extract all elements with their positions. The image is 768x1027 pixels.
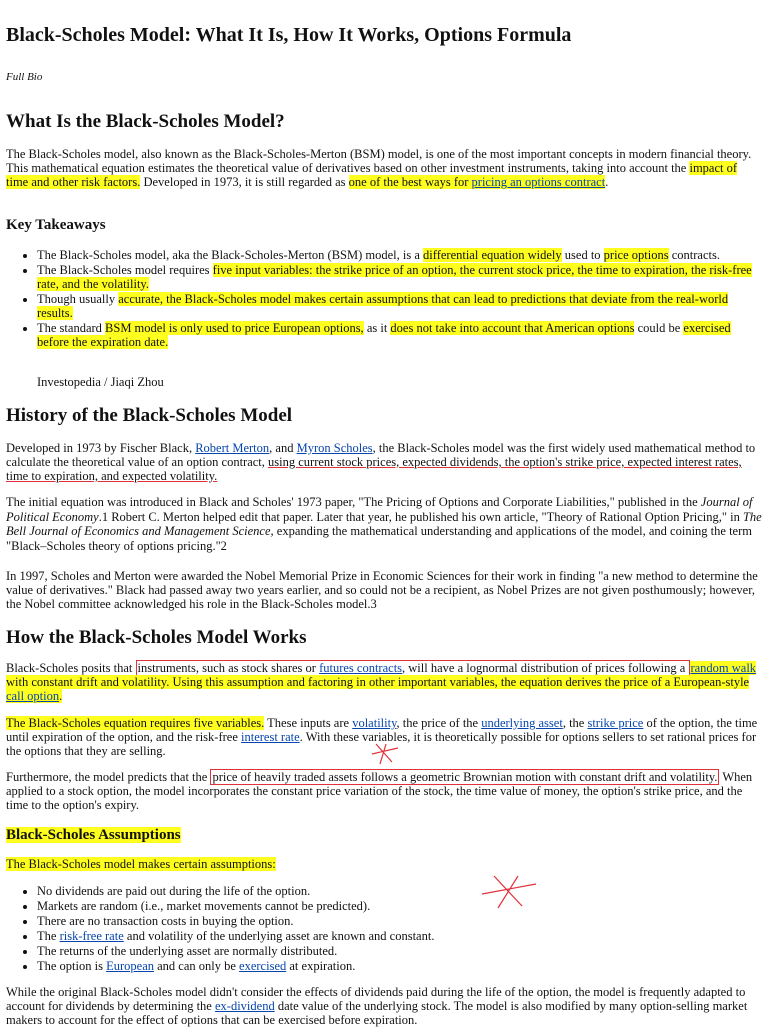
highlight: The Black-Scholes equation requires five variables. — [6, 716, 265, 730]
works-paragraph-3 — [6, 770, 762, 812]
text: The Black-Scholes model requires — [37, 263, 213, 277]
list-item: • Markets are random (i.e., market movements cannot be predicted). — [37, 899, 762, 913]
key-takeaways-heading: Key Takeaways — [6, 217, 106, 233]
text: The initial equation was introduced in Black and Scholes' 1973 paper, "The Pricing of Options and Corporate Liabilities," published in the — [6, 495, 701, 509]
text: . — [605, 175, 609, 189]
link-risk-free-rate[interactable]: risk-free rate — [59, 929, 124, 943]
image-credit: Investopedia / Jiaqi Zhou — [37, 375, 164, 389]
red-asterisk-annotation — [370, 742, 400, 766]
link-robert-merton[interactable]: Robert Merton — [195, 441, 270, 455]
list-item: • There are no transaction costs in buying the option. — [37, 914, 762, 928]
history-paragraph-2 — [6, 495, 762, 553]
link-exercised[interactable]: exercised — [239, 959, 287, 973]
highlight: exercised before the expiration date. — [37, 321, 731, 349]
text: at expiration. — [286, 959, 356, 973]
text: The — [37, 929, 60, 943]
highlight: Black-Scholes Assumptions — [6, 827, 181, 843]
link-pricing-options-contract[interactable]: pricing an options contract — [471, 175, 606, 189]
text: . — [59, 689, 63, 703]
link-european[interactable]: European — [106, 959, 154, 973]
link-futures-contracts[interactable]: futures contracts — [319, 661, 403, 675]
text: instruments, such as stock shares or — [137, 661, 320, 675]
link-ex-dividend[interactable]: ex-dividend — [214, 999, 275, 1013]
highlight: differential equation widely — [423, 248, 562, 262]
text: The standard — [37, 321, 106, 335]
red-boxed-text — [136, 660, 691, 676]
text: Furthermore, the model predicts that the — [6, 770, 211, 784]
text: Developed in 1973, it is still regarded as — [140, 175, 349, 189]
list-item: • No dividends are paid out during the life of the option. — [37, 884, 762, 898]
text: , will have a lognormal distribution of prices following a — [402, 661, 689, 675]
assumptions-intro — [6, 857, 762, 871]
section-heading-how-it-works: How the Black-Scholes Model Works — [6, 627, 307, 648]
key-takeaways-list — [6, 248, 762, 350]
text: , the — [562, 716, 588, 730]
text: as it — [363, 321, 391, 335]
list-item: • The returns of the underlying asset are normally distributed. — [37, 944, 762, 958]
text: of the option, the time until expiration of the option, and the risk-free — [6, 716, 758, 744]
highlight — [348, 175, 609, 189]
text: could be — [634, 321, 684, 335]
text: The Black-Scholes model, aka the Black-Scholes-Merton (BSM) model, is a — [37, 248, 424, 262]
text: .1 Robert C. Merton helped edit that paper. Later that year, he published his own article, "Theory of Rational Option Pricing," in — [98, 509, 743, 524]
text: Black-Scholes posits that — [6, 661, 136, 675]
link-volatility[interactable]: volatility — [352, 716, 397, 730]
journal-title: Journal of Political Economy — [6, 495, 753, 524]
asterisk-strokes — [372, 744, 398, 764]
text: Though usually — [37, 292, 119, 306]
text: While the original Black-Scholes model didn't consider the effects of dividends paid during the life of the option, the model is frequently adapted to account for dividends by determining the — [6, 985, 746, 1013]
text: Developed in 1973 by Fischer Black, — [6, 441, 196, 455]
text: These inputs are — [264, 716, 353, 730]
text: used to — [561, 248, 604, 262]
section-heading-what-is: What Is the Black-Scholes Model? — [6, 111, 285, 132]
text: The Black-Scholes model, also known as the Black-Scholes-Merton (BSM) model, is one of the most important concepts in modern financial theory. This mathematical equation estimates the theoretical value of derivatives based on other investment instruments, taking into account the — [6, 147, 752, 175]
text: and volatility of the underlying asset are known and constant. — [123, 929, 435, 943]
link-underlying-asset[interactable]: underlying asset — [481, 716, 563, 730]
link-myron-scholes[interactable]: Myron Scholes — [296, 441, 373, 455]
highlight: The Black-Scholes model makes certain assumptions: — [6, 857, 276, 871]
text: date value of the underlying stock. The model is also modified by many option-selling market makers to account for the effect of options that can be exercised before expiration. — [6, 999, 748, 1027]
list-item — [37, 263, 762, 291]
link-interest-rate[interactable]: interest rate — [241, 730, 300, 744]
text: with constant drift and volatility. Using this assumption and factoring in other important variables, the equation derives the price of a European-style — [6, 675, 750, 689]
full-bio-link[interactable]: Full Bio — [6, 71, 43, 83]
red-boxed-text: price of heavily traded assets follows a geometric Brownian motion with constant drift and volatility. — [212, 770, 718, 784]
history-paragraph-1 — [6, 441, 762, 483]
text: , the price of the — [396, 716, 482, 730]
red-asterisk-annotation — [480, 874, 540, 910]
journal-title: The Bell Journal of Economics and Management Science, — [6, 509, 762, 538]
assumptions-heading — [6, 827, 181, 844]
highlight: BSM model is only used to price European options, — [105, 321, 364, 335]
works-paragraph-1 — [6, 661, 762, 703]
list-item — [37, 959, 762, 973]
page-title: Black-Scholes Model: What It Is, How It Works, Options Formula — [6, 24, 572, 46]
highlight: does not take into account that American options — [390, 321, 635, 335]
assumptions-paragraph — [6, 985, 762, 1027]
text: one of the best ways for — [348, 175, 472, 189]
text: . With these variables, it is theoretically possible for options sellers to set rational prices for the options that they are selling. — [6, 730, 757, 758]
list-item — [37, 292, 762, 320]
list-item — [37, 248, 762, 262]
section-heading-history: History of the Black-Scholes Model — [6, 405, 293, 426]
list-item — [37, 929, 762, 943]
text: When applied to a stock option, the model incorporates the constant price variation of the stock, the time value of money, the option's strike price, and the time to the option's expiry. — [6, 770, 753, 812]
link-call-option[interactable]: call option — [6, 689, 60, 703]
text: expanding the mathematical understanding and applications of the model, and coining the term "Black–Scholes theory of options pricing."2 — [6, 524, 752, 553]
link-random-walk[interactable]: random walk — [690, 661, 757, 675]
text: contracts. — [668, 248, 720, 262]
highlight: five input variables: the strike price of an option, the current stock price, the time to expiration, the risk-free rate, and the volatility. — [37, 263, 752, 291]
red-underlined-text: using current stock prices, expected dividends, the option's strike price, expected interest rates, time to expiration, and expected volatility. — [6, 455, 742, 483]
text: The option is — [37, 959, 107, 973]
text: , and — [269, 441, 297, 455]
text: and can only be — [154, 959, 240, 973]
highlight: impact of time and other risk factors. — [6, 161, 738, 189]
intro-paragraph — [6, 147, 762, 189]
asterisk-strokes — [482, 876, 536, 908]
text: , the Black-Scholes model was the first widely used mathematical method to calculate the theoretical value of an option contract, — [6, 441, 756, 469]
history-paragraph-3: In 1997, Scholes and Merton were awarded the Nobel Memorial Prize in Economic Sciences for their work in finding "a new method to determine the value of derivatives." Black had passed away two years earlier, and so could not be a recipient, as Nobel Prizes are not given posthumously; however, the Nobel committee acknowledged his role in the Black-Scholes model.3 — [6, 569, 758, 611]
highlight: price options — [603, 248, 669, 262]
list-item — [37, 321, 762, 349]
highlight: accurate, the Black-Scholes model makes certain assumptions that can lead to predictions that deviate from the real-world results. — [37, 292, 729, 320]
assumptions-list — [6, 884, 762, 974]
link-strike-price[interactable]: strike price — [587, 716, 644, 730]
